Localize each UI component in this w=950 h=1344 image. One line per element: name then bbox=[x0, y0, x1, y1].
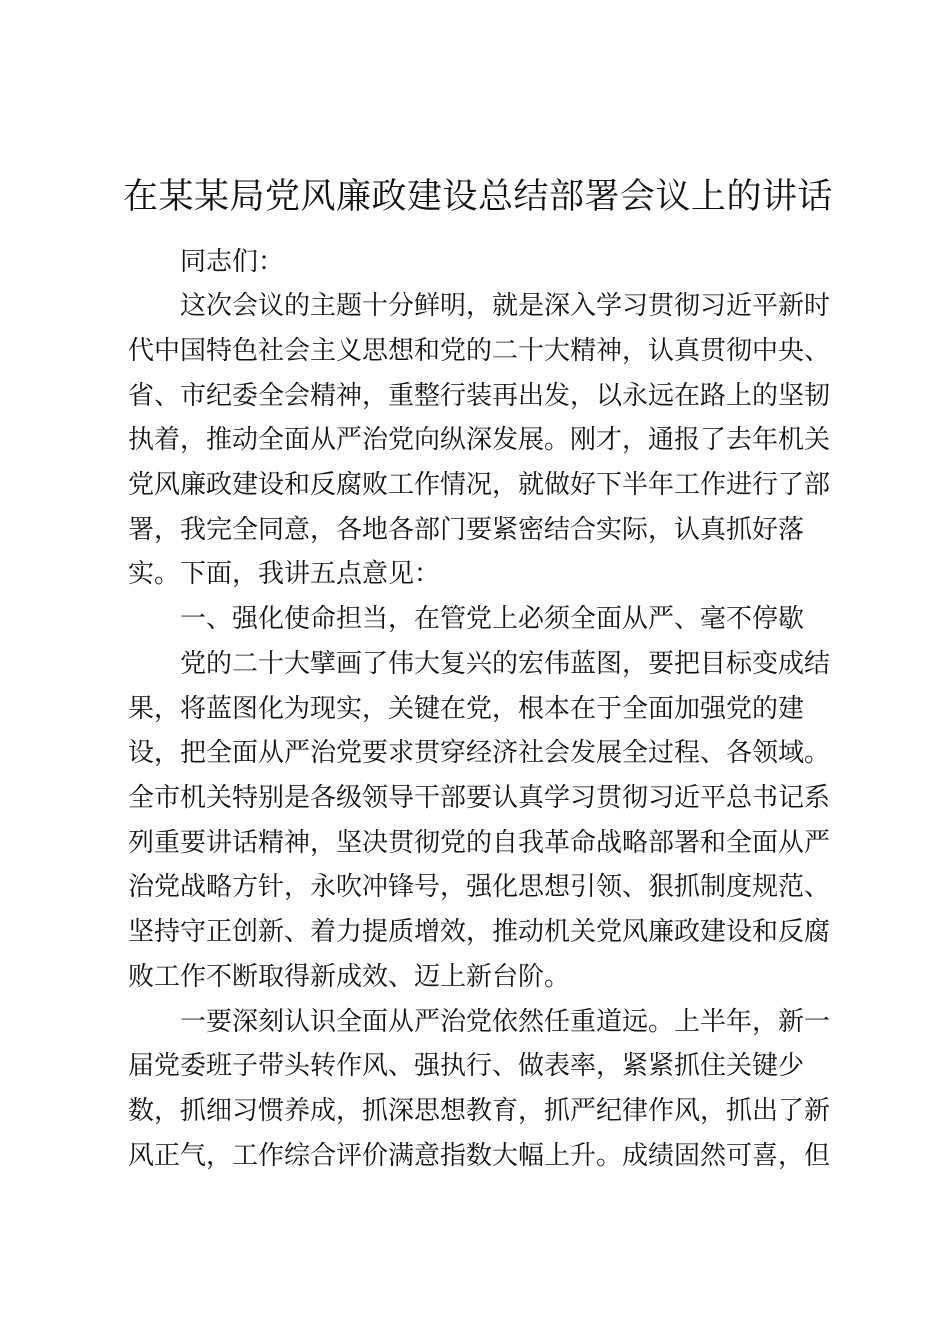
paragraph-3-line: 一要深刻认识全面从严治党依然任重道远。上半年，新一 bbox=[180, 1007, 831, 1037]
paragraph-1-line: 党风廉政建设和反腐败工作情况，就做好下半年工作进行了部 bbox=[128, 470, 831, 500]
paragraph-3-line: 数，抓细习惯养成，抓深思想教育，抓严纪律作风，抓出了新 bbox=[128, 1096, 831, 1126]
paragraph-2-line: 列重要讲话精神，坚决贯彻党的自我革命战略部署和全面从严 bbox=[128, 828, 831, 858]
paragraph-2-line: 果，将蓝图化为现实，关键在党，根本在于全面加强党的建 bbox=[128, 694, 805, 724]
paragraph-2-line: 设，把全面从严治党要求贯穿经济社会发展全过程、各领域。 bbox=[128, 738, 831, 768]
paragraph-2-line: 败工作不断取得新成效、迈上新台阶。 bbox=[128, 962, 571, 992]
section-1-heading: 一、强化使命担当，在管党上必须全面从严、毫不停歇 bbox=[180, 604, 805, 634]
paragraph-1-line: 实。下面，我讲五点意见： bbox=[128, 559, 441, 589]
paragraph-2-line: 坚持守正创新、着力提质增效，推动机关党风廉政建设和反腐 bbox=[128, 917, 831, 947]
salutation: 同志们： bbox=[180, 247, 285, 277]
paragraph-1-line: 代中国特色社会主义思想和党的二十大精神，认真贯彻中央、 bbox=[128, 336, 831, 366]
paragraph-1-line: 这次会议的主题十分鲜明，就是深入学习贯彻习近平新时 bbox=[180, 291, 831, 321]
paragraph-3-line: 届党委班子带头转作风、强执行、做表率，紧紧抓住关键少 bbox=[128, 1051, 805, 1081]
paragraph-1-line: 执着，推动全面从严治党向纵深发展。刚才，通报了去年机关 bbox=[128, 425, 831, 455]
paragraph-2-line: 党的二十大擘画了伟大复兴的宏伟蓝图，要把目标变成结 bbox=[180, 649, 831, 679]
document-title: 在某某局党风廉政建设总结部署会议上的讲话 bbox=[122, 177, 833, 217]
paragraph-2-line: 治党战略方针，永吹冲锋号，强化思想引领、狠抓制度规范、 bbox=[128, 872, 831, 902]
paragraph-1-line: 署，我完全同意，各地各部门要紧密结合实际，认真抓好落 bbox=[128, 515, 805, 545]
paragraph-1-line: 省、市纪委全会精神，重整行装再出发，以永远在路上的坚韧 bbox=[128, 381, 831, 411]
paragraph-3-line: 风正气，工作综合评价满意指数大幅上升。成绩固然可喜，但 bbox=[128, 1141, 831, 1171]
paragraph-2-line: 全市机关特别是各级领导干部要认真学习贯彻习近平总书记系 bbox=[128, 783, 831, 813]
